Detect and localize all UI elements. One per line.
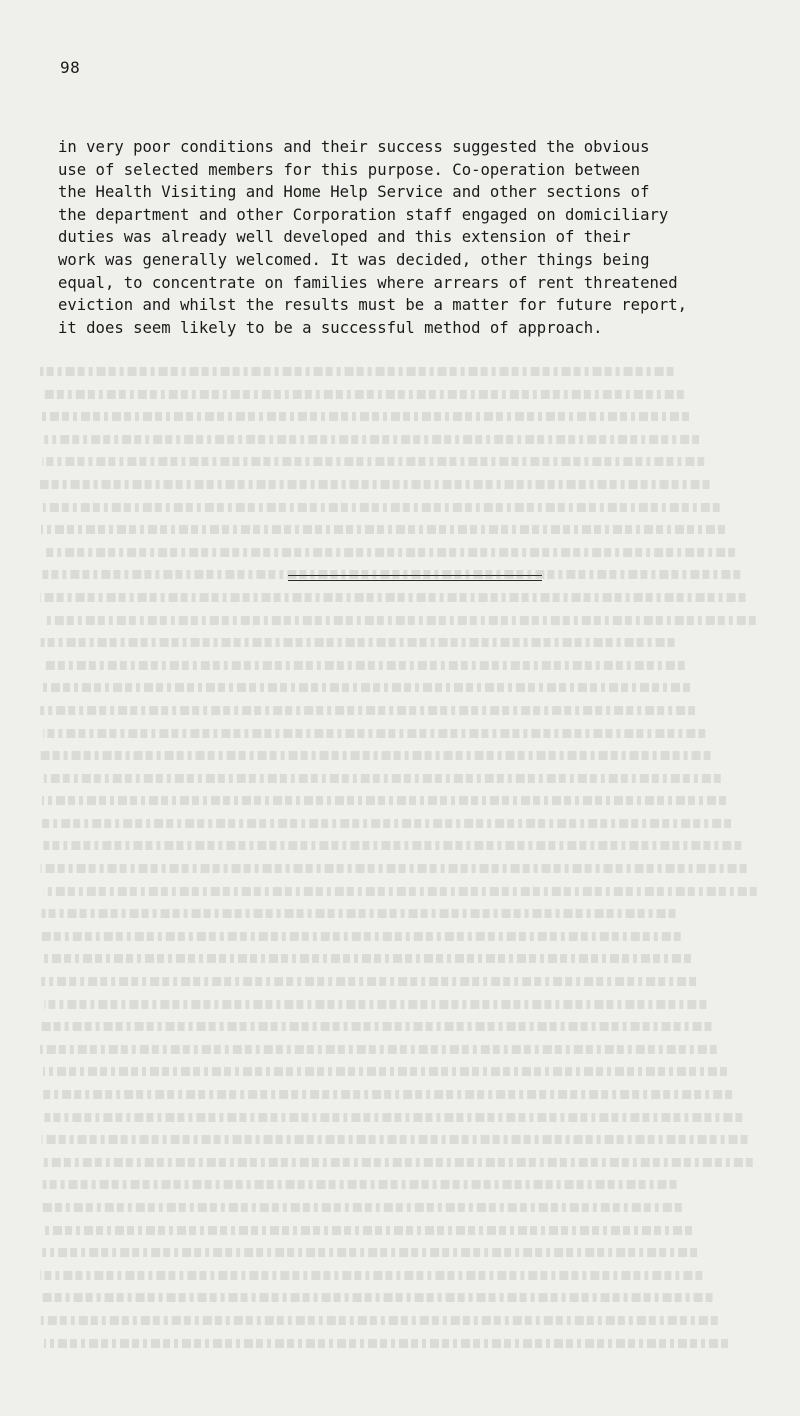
show-through-line [41,1196,682,1219]
text-line: it does seem likely to be a successful method of approach. [58,318,603,337]
show-through-line [44,541,735,564]
show-through-line [43,383,684,406]
text-line: duties was already well developed and this extension of their [58,228,631,247]
show-through-line [44,767,721,790]
show-through-line [44,428,699,451]
show-through-line [41,405,689,428]
show-through-line [40,1151,753,1174]
text-line: the Health Visiting and Home Help Service and other sections of [58,183,650,202]
show-through-line [44,1106,742,1129]
section-divider-bottom [288,580,542,581]
reverse-side-show-through [40,360,760,1370]
page-number: 98 [60,58,81,77]
show-through-line [40,586,746,609]
show-through-line [44,1219,692,1242]
show-through-line [42,1128,748,1151]
text-line: use of selected members for this purpose. Co-operation between [58,160,641,179]
show-through-line [40,925,681,948]
body-paragraph [58,136,758,339]
show-through-line [41,1309,718,1332]
show-through-line [43,496,720,519]
text-line: equal, to concentrate on families where arrears of rent threatened [58,273,678,292]
show-through-line [40,812,731,835]
show-through-line [42,450,704,473]
show-through-line [41,744,711,767]
show-through-line [40,699,695,722]
show-through-line [40,473,710,496]
show-through-line [41,518,725,541]
show-through-line [42,1015,712,1038]
show-through-line [43,834,741,857]
show-through-line [44,654,685,677]
text-line: eviction and whilst the results must be a matter for future report, [58,296,688,315]
show-through-line [44,993,706,1016]
show-through-line [40,360,674,383]
text-line: the department and other Corporation staff engaged on domiciliary [58,205,669,224]
show-through-line [41,631,675,654]
show-through-line [40,1038,717,1061]
text-line: in very poor conditions and their success suggested the obvious [58,138,650,156]
show-through-line [41,970,696,993]
show-through-line [43,947,691,970]
show-through-line [42,789,726,812]
section-divider-top [288,575,542,576]
show-through-line [42,676,690,699]
show-through-line [43,1286,713,1309]
show-through-line [43,1060,727,1083]
text-line: work was generally welcomed. It was decided, other things being [58,250,650,269]
show-through-line [40,1264,702,1287]
show-through-line [43,1173,677,1196]
show-through-line [43,722,705,745]
show-through-line [42,902,676,925]
show-through-line [44,1332,728,1355]
show-through-line [42,1241,697,1264]
show-through-line [41,857,747,880]
show-through-line [43,609,756,632]
show-through-line [41,1083,732,1106]
show-through-line [44,880,757,903]
